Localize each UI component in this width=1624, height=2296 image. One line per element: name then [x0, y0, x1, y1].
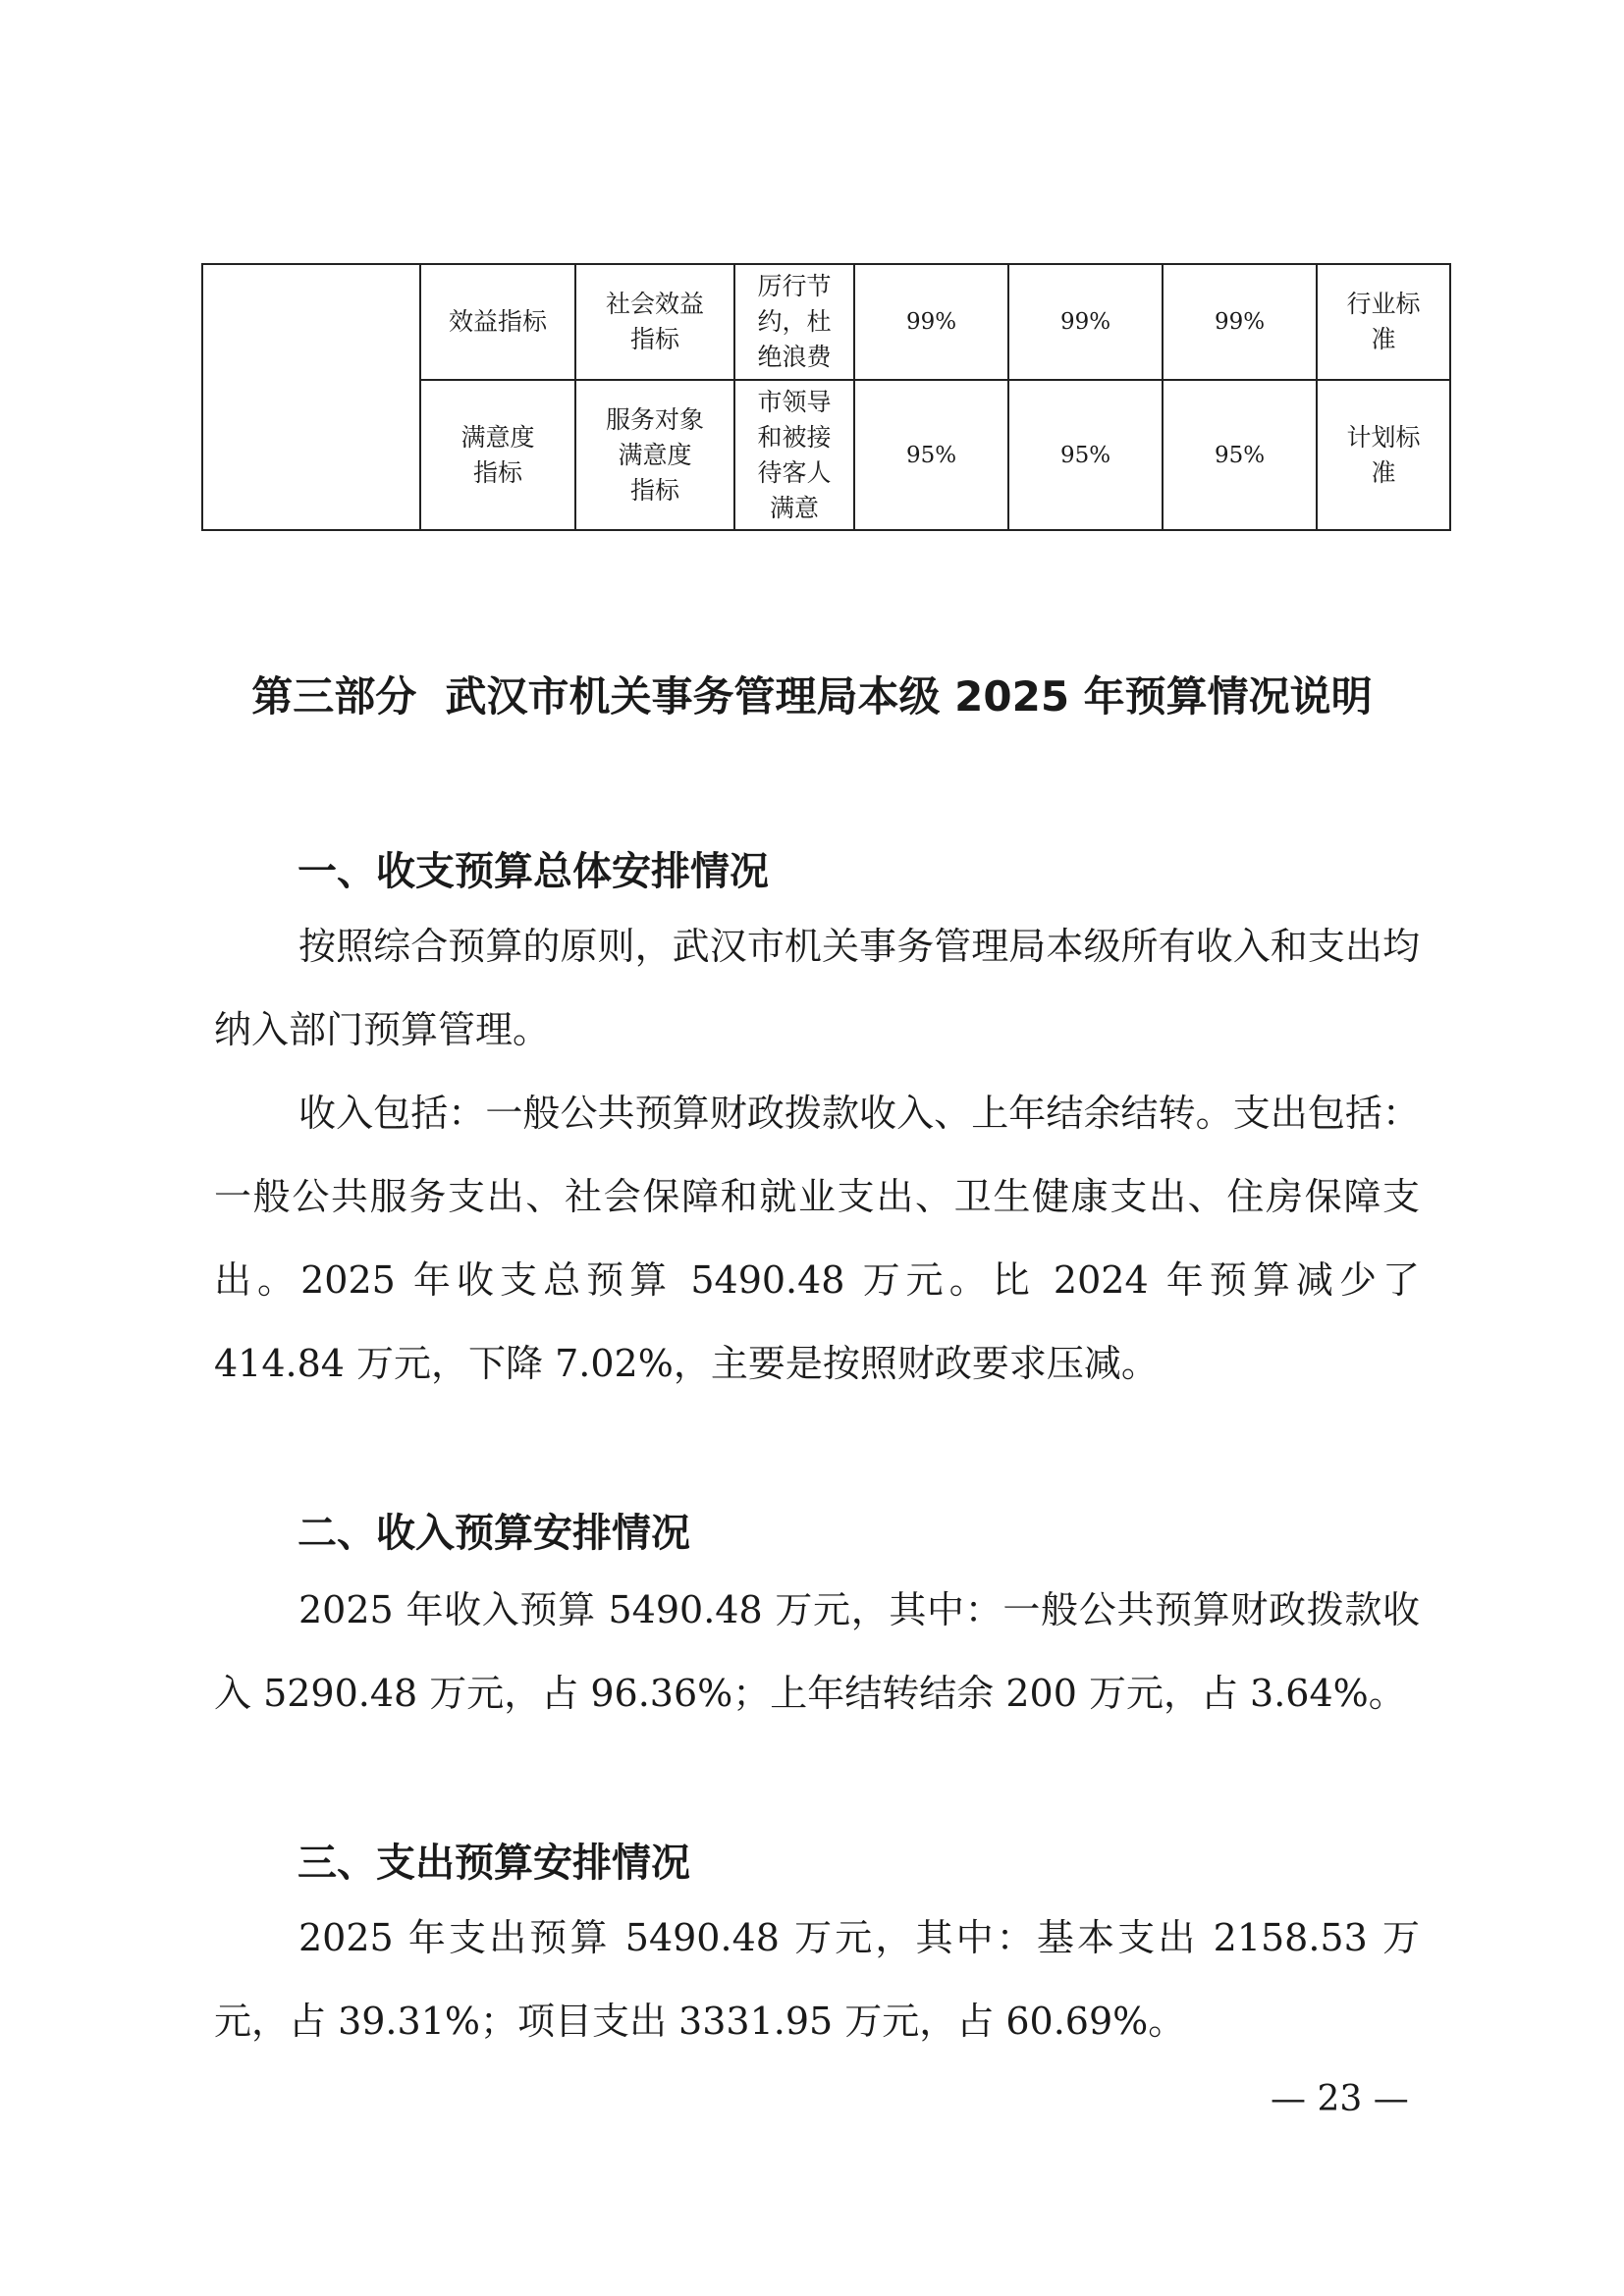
cell-text: 市领导 和被接 待客人 满意 [757, 387, 832, 522]
table-cell [575, 264, 734, 380]
cell-text: 99% [1059, 309, 1111, 335]
table-cell [1317, 380, 1450, 530]
cell-text: 95% [905, 442, 957, 468]
table-cell [854, 264, 1008, 380]
section-heading-2: 二、收入预算安排情况 [298, 1511, 690, 1556]
table-cell [420, 380, 575, 530]
table-cell [1317, 264, 1450, 380]
table-cell [202, 264, 420, 530]
table-cell [575, 380, 734, 530]
paragraph: 按照综合预算的原则，武汉市机关事务管理局本级所有收入和支出均纳入部门预算管理。 [214, 925, 1420, 1051]
table-cell [1163, 264, 1317, 380]
table-cell [420, 264, 575, 380]
cell-text: 95% [1214, 442, 1266, 468]
performance-indicator-table [201, 263, 1451, 531]
cell-text: 服务对象 满意度 指标 [605, 404, 704, 505]
page-number: — 23 — [1271, 2079, 1409, 2119]
cell-text: 95% [1059, 442, 1111, 468]
table-cell [1163, 380, 1317, 530]
cell-text: 计划标 准 [1346, 422, 1421, 487]
table-cell [734, 264, 854, 380]
table-cell [734, 380, 854, 530]
cell-text: 社会效益 指标 [605, 290, 704, 353]
table-cell [854, 380, 1008, 530]
table-cell [1008, 380, 1163, 530]
part-title: 第三部分 武汉市机关事务管理局本级 2025 年预算情况说明 [251, 672, 1373, 721]
section-heading-1: 一、收支预算总体安排情况 [298, 849, 769, 894]
cell-text: 厉行节 约，杜 绝浪费 [757, 272, 832, 371]
table-cell [1008, 264, 1163, 380]
cell-text: 行业标 准 [1346, 290, 1421, 353]
cell-text: 效益指标 [448, 307, 547, 336]
section-heading-3: 三、支出预算安排情况 [298, 1841, 690, 1886]
paragraph: 2025 年收入预算 5490.48 万元，其中：一般公共预算财政拨款收入 5290.48 万元，占 96.36%；上年结转结余 200 万元，占 3.64%。 [214, 1588, 1420, 1715]
cell-text: 99% [905, 309, 957, 335]
paragraph: 2025 年支出预算 5490.48 万元，其中：基本支出 2158.53 万元，占 39.31%；项目支出 3331.95 万元，占 60.69%。 [214, 1916, 1420, 2043]
paragraph: 收入包括：一般公共预算财政拨款收入、上年结余结转。支出包括：一般公共服务支出、社会保障和就业支出、卫生健康支出、住房保障支出。2025 年收支总预算 5490.48 万元。比 2024 年预算减少了 414.84 万元，下降 7.02%，主要是按照财政要求压减。 [214, 1092, 1420, 1385]
cell-text: 99% [1214, 309, 1266, 335]
table-row [202, 264, 1450, 380]
cell-text: 满意度 指标 [460, 422, 535, 487]
